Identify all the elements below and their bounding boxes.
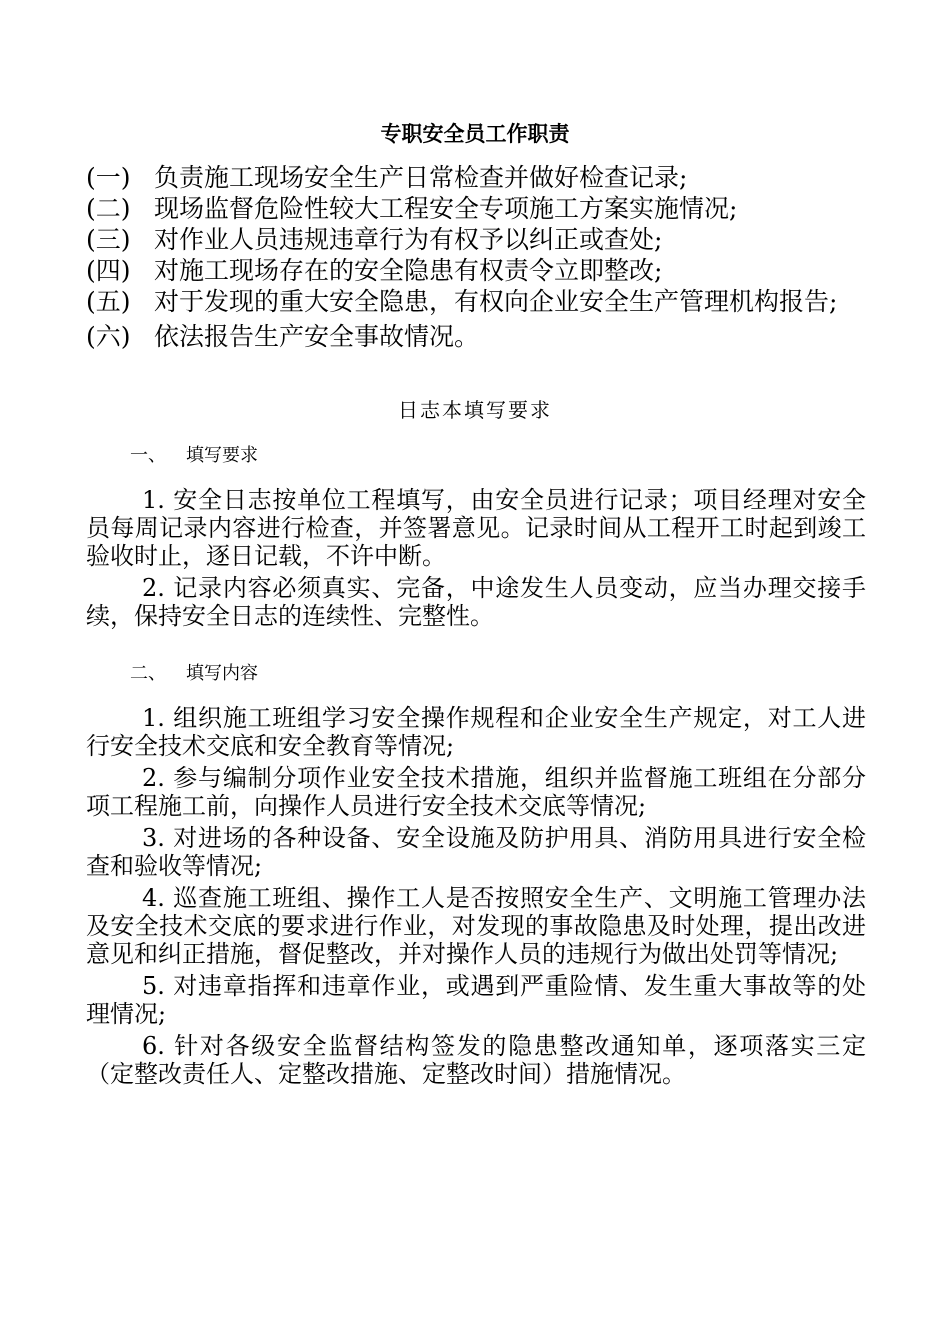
duty-item (86, 162, 876, 193)
duty-item (86, 286, 876, 317)
paragraph: 3. 对进场的各种设备、安全设施及防护用具、消防用具进行安全检查和验收等情况; (86, 824, 866, 880)
duty-item (86, 224, 876, 255)
duty-number: (二) (86, 194, 131, 223)
section-body-fill-requirements (86, 486, 866, 630)
duty-number: (六) (86, 322, 131, 351)
section-heading-fill-content (130, 662, 258, 686)
paragraph: 1. 安全日志按单位工程填写，由安全员进行记录；项目经理对安全员每周记录内容进行检查，并签署意见。记录时间从工程开工时起到竣工验收时止，逐日记载，不许中断。 (86, 486, 866, 570)
section-heading-fill-requirements (130, 444, 258, 468)
duties-list (86, 162, 876, 352)
duty-item (86, 193, 876, 224)
duty-text: 依法报告生产安全事故情况。 (154, 322, 480, 351)
duty-item (86, 255, 876, 286)
duty-number: (五) (86, 287, 131, 316)
duty-text: 对施工现场存在的安全隐患有权责令立即整改; (154, 256, 663, 285)
paragraph: 1. 组织施工班组学习安全操作规程和企业安全生产规定，对工人进行安全技术交底和安全教育等情况; (86, 704, 866, 760)
log-requirements-title: 日志本填写要求 (398, 398, 552, 422)
duty-text: 对于发现的重大安全隐患，有权向企业安全生产管理机构报告; (154, 287, 838, 316)
section-number: 一、 (130, 445, 166, 466)
paragraph: 5. 对违章指挥和违章作业，或遇到严重险情、发生重大事故等的处理情况; (86, 972, 866, 1028)
duty-text: 负责施工现场安全生产日常检查并做好检查记录; (154, 163, 688, 192)
duty-text: 对作业人员违规违章行为有权予以纠正或查处; (154, 225, 663, 254)
paragraph: 2. 记录内容必须真实、完备，中途发生人员变动，应当办理交接手续，保持安全日志的连续性、完整性。 (86, 574, 866, 630)
section-number: 二、 (130, 663, 166, 684)
paragraph: 6. 针对各级安全监督结构签发的隐患整改通知单，逐项落实三定（定整改责任人、定整改措施、定整改时间）措施情况。 (86, 1032, 866, 1088)
section-body-fill-content (86, 704, 866, 1088)
section-heading-text: 填写内容 (186, 663, 258, 684)
duty-number: (三) (86, 225, 131, 254)
paragraph: 2. 参与编制分项作业安全技术措施，组织并监督施工班组在分部分项工程施工前，向操作人员进行安全技术交底等情况; (86, 764, 866, 820)
duty-number: (一) (86, 163, 131, 192)
duty-text: 现场监督危险性较大工程安全专项施工方案实施情况; (154, 194, 738, 223)
paragraph: 4. 巡查施工班组、操作工人是否按照安全生产、文明施工管理办法及安全技术交底的要求进行作业，对发现的事故隐患及时处理，提出改进意见和纠正措施，督促整改，并对操作人员的违规行为做出处罚等情况; (86, 884, 866, 968)
section-heading-text: 填写要求 (186, 445, 258, 466)
duty-number: (四) (86, 256, 131, 285)
duty-item (86, 321, 876, 352)
document-title: 专职安全员工作职责 (380, 122, 570, 146)
